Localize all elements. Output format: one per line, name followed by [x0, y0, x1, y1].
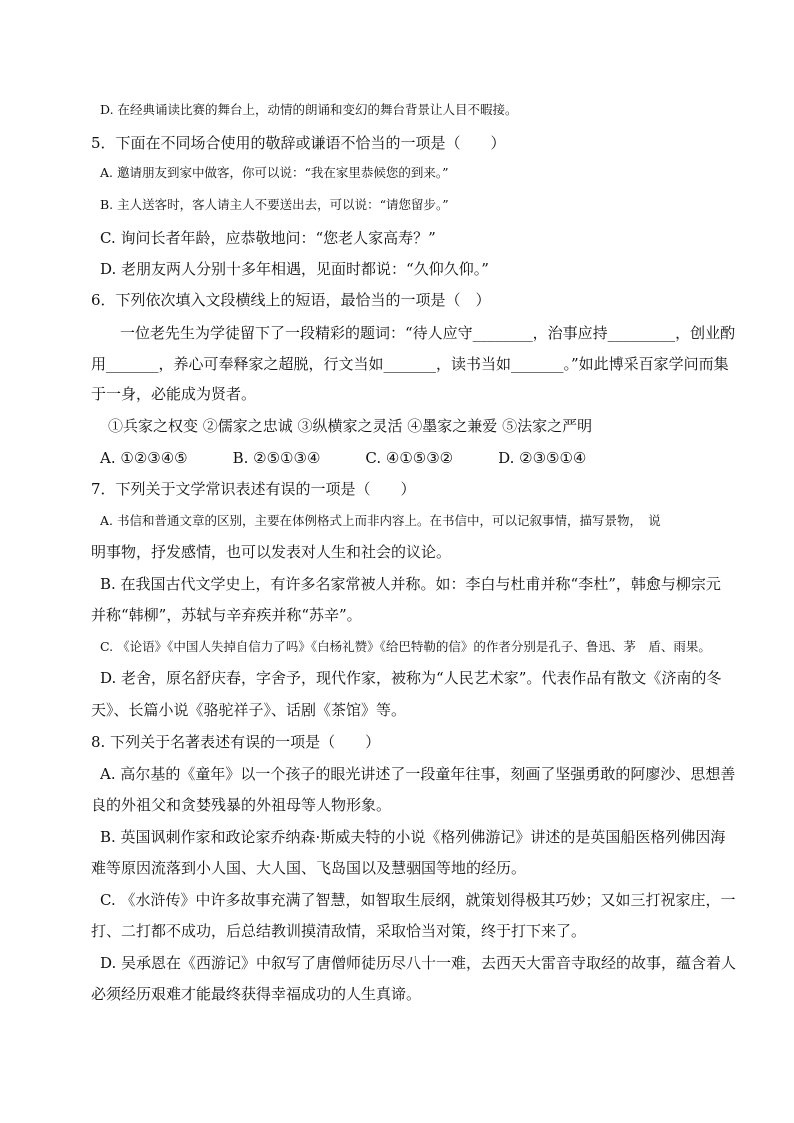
q6-passage-line-3: 于一身，必能成为贤者。 [91, 385, 257, 403]
q7-stem: 7．下列关于文学常识表述有误的一项是（ ） [91, 480, 416, 498]
q8-option-d-line-1: D. 吴承恩在《西游记》中叙写了唐僧师徒历尽八十一难，去西天大雷音寺取经的故事，蕴含着人 [100, 954, 737, 972]
q8-option-d-line-2: 必须经历艰难才能最终获得幸福成功的人生真谛。 [91, 985, 422, 1003]
q6-options: A. ①②③④⑤ B. ②⑤①③④ C. ④①⑤③② D. ②③⑤①④ [100, 449, 587, 467]
q8-option-c-line-1: C. 《水浒传》中许多故事充满了智慧，如智取生辰纲，就策划得极其巧妙；又如三打祝家庄，一 [100, 891, 736, 909]
q7-option-d-line-2: 天》、长篇小说《骆驼祥子》、话剧《茶馆》等。 [91, 701, 407, 719]
q8-option-b-line-2: 难等原因流落到小人国、大人国、飞岛国以及慧骃国等地的经历。 [91, 859, 527, 877]
q8-option-a-line-1: A. 高尔基的《童年》以一个孩子的眼光讲述了一段童年往事，刻画了坚强勇敢的阿廖沙、思想善 [100, 765, 736, 783]
q5-stem: 5．下面在不同场合使用的敬辞或谦语不恰当的一项是（ ） [91, 134, 506, 152]
q4-option-d: D. 在经典诵读比赛的舞台上，动情的朗诵和变幻的舞台背景让人目不暇接。 [100, 102, 518, 117]
q6-passage-line-2: 用_______，养心可奉释家之超脱，行文当如_______，读书当如_______。”如此博采百家学问而集 [91, 355, 729, 373]
q7-option-b-line-1: B. 在我国古代文学史上，有许多名家常被人并称。如：李白与杜甫并称“李杜”，韩愈与柳宗元 [100, 575, 721, 593]
q7-option-a-line-1: A. 书信和普通文章的区别，主要在体例格式上而非内容上。在书信中，可以记叙事情，描写景物， 说 [100, 513, 661, 528]
q6-passage-line-1: 一位老先生为学徒留下了一段精彩的题词：“待人应守________，治事应持_________，创业酌 [120, 324, 736, 342]
q5-option-b: B. 主人送客时，客人请主人不要送出去，可以说：“请您留步。” [100, 197, 449, 212]
q8-stem: 8. 下列关于名著表述有误的一项是（ ） [91, 733, 381, 751]
q6-stem: 6．下列依次填入文段横线上的短语，最恰当的一项是（ ） [91, 291, 491, 309]
q7-option-c: C. 《论语》《中国人失掉自信力了吗》《白杨礼赞》《给巴特勒的信》的作者分别是孔子、鲁迅、茅 盾、雨果。 [100, 639, 711, 654]
q8-option-a-line-2: 良的外祖父和贪婪残暴的外祖母等人物形象。 [91, 796, 392, 814]
q6-choices-list: ①兵家之权变 ②儒家之忠诚 ③纵横家之灵活 ④墨家之兼爱 ⑤法家之严明 [108, 417, 593, 435]
q7-option-d-line-1: D. 老舍，原名舒庆春，字舍予，现代作家，被称为“人民艺术家”。代表作品有散文《济南的冬 [100, 669, 722, 687]
q5-option-c: C. 询问长者年龄，应恭敬地问：“您老人家高寿？” [100, 229, 436, 247]
q8-option-b-line-1: B. 英国讽刺作家和政论家乔纳森·斯威夫特的小说《格列佛游记》讲述的是英国船医格列佛因海 [100, 828, 726, 846]
q5-option-a: A. 邀请朋友到家中做客，你可以说：“我在家里恭候您的到来。” [100, 165, 449, 180]
q5-option-d: D. 老朋友两人分别十多年相遇，见面时都说：“久仰久仰。” [100, 260, 489, 278]
q7-option-a-line-2: 明事物，抒发感情，也可以发表对人生和社会的议论。 [91, 543, 452, 561]
q7-option-b-line-2: 并称“韩柳”，苏轼与辛弃疾并称“苏辛”。 [91, 606, 362, 624]
q8-option-c-line-2: 打、二打都不成功，后总结教训摸清敌情，采取恰当对策，终于打下来了。 [91, 922, 587, 940]
